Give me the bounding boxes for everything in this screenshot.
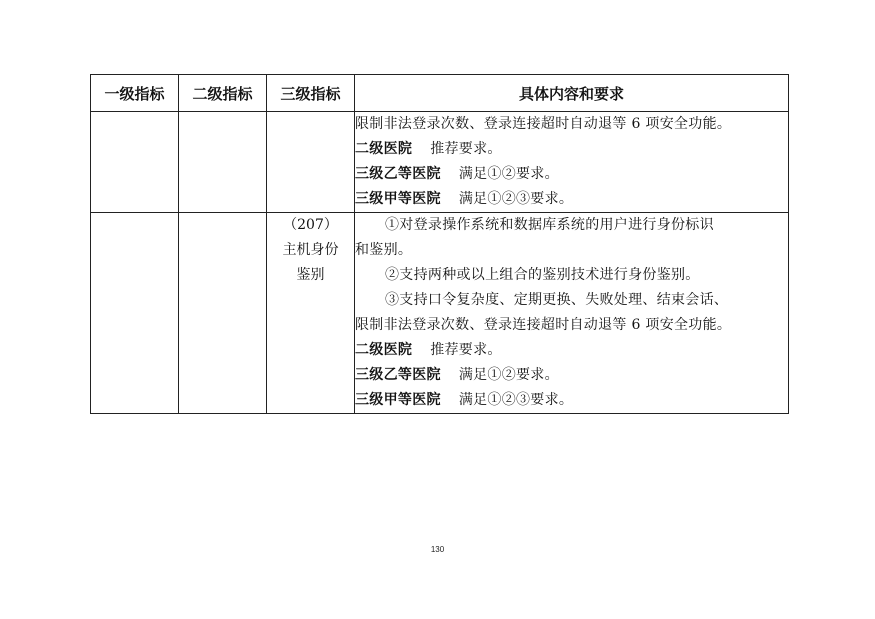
level-label: 三级乙等医院 xyxy=(355,367,441,383)
header-level2: 二级指标 xyxy=(179,75,267,112)
level1-cell xyxy=(91,213,179,414)
level-req: 满足①②③要求。 xyxy=(458,191,574,207)
level3-cell xyxy=(267,112,355,213)
level2-cell xyxy=(179,213,267,414)
level-requirement xyxy=(355,162,788,187)
table-row xyxy=(91,213,789,414)
level3-cell xyxy=(267,213,355,414)
requirements-table xyxy=(90,74,789,414)
level-label: 二级医院 xyxy=(355,141,413,157)
page-number: 130 xyxy=(430,545,445,554)
item-name-line2: 鉴别 xyxy=(296,267,325,283)
level-req: 满足①②要求。 xyxy=(458,367,559,383)
level-req: 推荐要求。 xyxy=(430,141,502,157)
item-number: （207） xyxy=(283,217,338,233)
content-line: ②支持两种或以上组合的鉴别技术进行身份鉴别。 xyxy=(385,267,700,283)
header-level1: 一级指标 xyxy=(91,75,179,112)
header-content: 具体内容和要求 xyxy=(355,75,789,112)
header-level3: 三级指标 xyxy=(267,75,355,112)
level-req: 满足①②③要求。 xyxy=(458,392,574,408)
level-req: 推荐要求。 xyxy=(430,342,502,358)
content-line: 限制非法登录次数、登录连接超时自动退等 6 项安全功能。 xyxy=(355,116,732,132)
level-label: 三级甲等医院 xyxy=(355,392,441,408)
content-line: ③支持口令复杂度、定期更换、失败处理、结束会话、 xyxy=(385,292,729,308)
content-cell xyxy=(355,213,789,414)
level-requirement xyxy=(355,363,788,388)
level-requirement xyxy=(355,388,788,413)
item-name-line1: 主机身份 xyxy=(282,242,339,258)
content-cell xyxy=(355,112,789,213)
content-line: ①对登录操作系统和数据库系统的用户进行身份标识 xyxy=(385,217,714,233)
table-header-row xyxy=(91,75,789,112)
level-requirement xyxy=(355,187,788,212)
level2-cell xyxy=(179,112,267,213)
level-requirement xyxy=(355,338,788,363)
level-req: 满足①②要求。 xyxy=(458,166,559,182)
level-requirement xyxy=(355,137,788,162)
level-label: 二级医院 xyxy=(355,342,413,358)
content-line: 和鉴别。 xyxy=(355,242,413,258)
level-label: 三级乙等医院 xyxy=(355,166,441,182)
content-line: 限制非法登录次数、登录连接超时自动退等 6 项安全功能。 xyxy=(355,317,732,333)
table-row xyxy=(91,112,789,213)
level-label: 三级甲等医院 xyxy=(355,191,441,207)
level1-cell xyxy=(91,112,179,213)
